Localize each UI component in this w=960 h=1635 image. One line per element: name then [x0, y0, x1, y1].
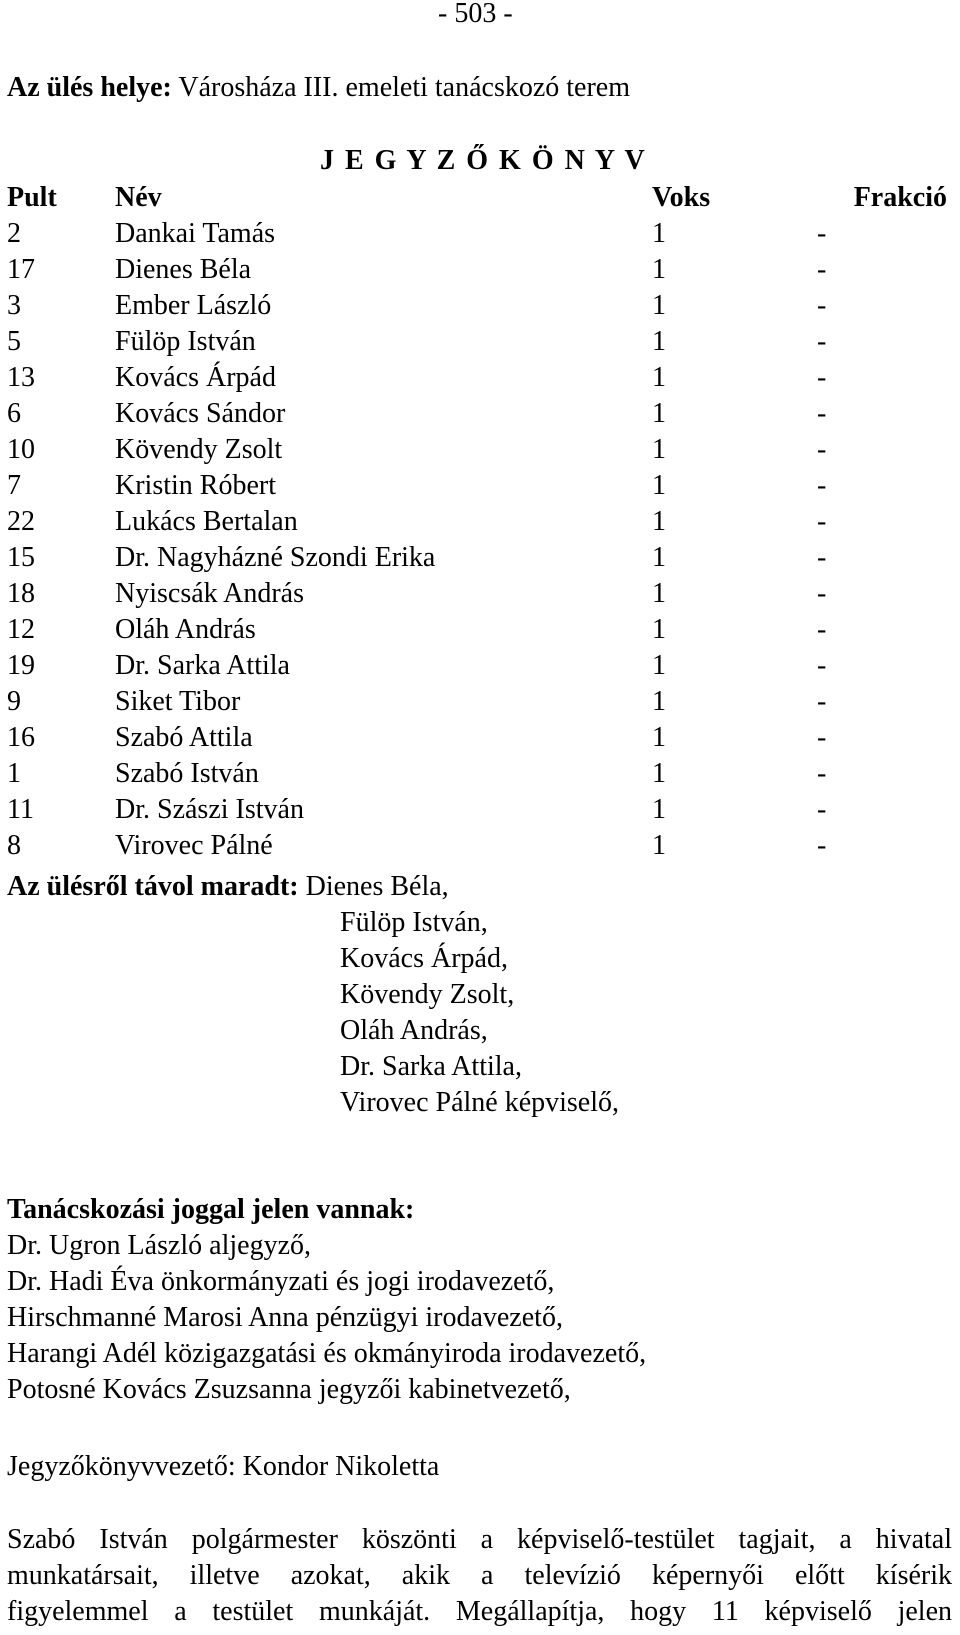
cell-pult: 5 — [7, 326, 21, 357]
cell-frakcio: - — [817, 434, 827, 465]
absent-item: Dr. Sarka Attila, — [340, 1051, 522, 1082]
paragraph-line: munkatársait, illetve azokat, akik a televízió képernyői előtt kísérik — [7, 1560, 952, 1591]
table-row — [7, 648, 947, 684]
cell-pult: 1 — [7, 758, 21, 789]
cell-frakcio: - — [817, 326, 827, 357]
cell-frakcio: - — [817, 398, 827, 429]
recorder: Jegyzőkönyvvezető: Kondor Nikoletta — [7, 1451, 440, 1482]
closing-paragraph — [7, 1522, 952, 1630]
advisory-item: Dr. Hadi Éva önkormányzati és jogi irodavezető, — [7, 1266, 555, 1297]
header-pult: Pult — [7, 182, 57, 213]
table-row — [7, 504, 947, 540]
cell-name: Kovács Sándor — [115, 398, 286, 429]
cell-name: Dankai Tamás — [115, 218, 276, 249]
session-place-value: Városháza III. emeleti tanácskozó terem — [178, 72, 631, 103]
cell-pult: 9 — [7, 686, 21, 717]
table-row — [7, 756, 947, 792]
cell-pult: 17 — [7, 254, 35, 285]
page-number: - 503 - — [438, 0, 513, 29]
advisory-item: Harangi Adél közigazgatási és okmányiroda irodavezető, — [7, 1338, 647, 1369]
cell-voks: 1 — [652, 326, 666, 357]
cell-frakcio: - — [817, 650, 827, 681]
cell-pult: 11 — [7, 794, 34, 825]
cell-voks: 1 — [652, 830, 666, 861]
advisory-item: Hirschmanné Marosi Anna pénzügyi irodavezető, — [7, 1302, 563, 1333]
cell-frakcio: - — [817, 686, 827, 717]
cell-frakcio: - — [817, 362, 827, 393]
cell-voks: 1 — [652, 722, 666, 753]
cell-pult: 10 — [7, 434, 35, 465]
cell-pult: 15 — [7, 542, 35, 573]
table-row — [7, 216, 947, 252]
cell-name: Dr. Nagyházné Szondi Erika — [115, 542, 436, 573]
cell-voks: 1 — [652, 362, 666, 393]
cell-pult: 7 — [7, 470, 21, 501]
session-place — [7, 70, 630, 106]
cell-frakcio: - — [817, 506, 827, 537]
cell-frakcio: - — [817, 470, 827, 501]
cell-name: Fülöp István — [115, 326, 256, 357]
absent-label: Az ülésről távol maradt: — [7, 871, 299, 902]
absent-list — [340, 905, 619, 1121]
table-body — [7, 216, 947, 864]
table-row — [7, 396, 947, 432]
cell-frakcio: - — [817, 218, 827, 249]
table-row — [7, 828, 947, 864]
table-row — [7, 576, 947, 612]
cell-pult: 12 — [7, 614, 35, 645]
absent-item: Kovács Árpád, — [340, 943, 508, 974]
cell-name: Siket Tibor — [115, 686, 241, 717]
table-row — [7, 540, 947, 576]
cell-name: Lukács Bertalan — [115, 506, 298, 537]
advisory-item: Potosné Kovács Zsuzsanna jegyzői kabinetvezető, — [7, 1374, 571, 1405]
cell-voks: 1 — [652, 758, 666, 789]
cell-voks: 1 — [652, 506, 666, 537]
cell-pult: 3 — [7, 290, 21, 321]
cell-pult: 22 — [7, 506, 35, 537]
cell-frakcio: - — [817, 722, 827, 753]
cell-voks: 1 — [652, 290, 666, 321]
cell-pult: 18 — [7, 578, 35, 609]
cell-name: Dr. Sarka Attila — [115, 650, 290, 681]
table-row — [7, 324, 947, 360]
cell-frakcio: - — [817, 614, 827, 645]
absent-item: Fülöp István, — [340, 907, 488, 938]
cell-pult: 6 — [7, 398, 21, 429]
cell-voks: 1 — [652, 434, 666, 465]
cell-voks: 1 — [652, 254, 666, 285]
header-name: Név — [115, 182, 162, 213]
cell-frakcio: - — [817, 254, 827, 285]
cell-voks: 1 — [652, 470, 666, 501]
cell-frakcio: - — [817, 830, 827, 861]
document-title: J E G Y Z Ő K Ö N Y V — [320, 145, 647, 176]
cell-name: Kovács Árpád — [115, 362, 276, 393]
cell-pult: 16 — [7, 722, 35, 753]
table-row — [7, 252, 947, 288]
cell-voks: 1 — [652, 650, 666, 681]
table-row — [7, 720, 947, 756]
header-voks: Voks — [652, 182, 711, 213]
cell-frakcio: - — [817, 794, 827, 825]
cell-voks: 1 — [652, 218, 666, 249]
cell-voks: 1 — [652, 578, 666, 609]
cell-name: Kristin Róbert — [115, 470, 276, 501]
table-row — [7, 432, 947, 468]
advisory-item: Dr. Ugron László aljegyző, — [7, 1230, 312, 1261]
header-frakcio: Frakció — [853, 182, 947, 213]
cell-name: Oláh András — [115, 614, 256, 645]
cell-frakcio: - — [817, 290, 827, 321]
cell-frakcio: - — [817, 758, 827, 789]
cell-pult: 13 — [7, 362, 35, 393]
table-row — [7, 360, 947, 396]
cell-name: Szabó István — [115, 758, 259, 789]
table-row — [7, 468, 947, 504]
table-row — [7, 792, 947, 828]
cell-voks: 1 — [652, 686, 666, 717]
paragraph-line: figyelemmel a testület munkáját. Megállapítja, hogy 11 képviselő jelen — [7, 1596, 952, 1627]
cell-name: Virovec Pálné — [115, 830, 273, 861]
cell-frakcio: - — [817, 542, 827, 573]
table-header-row — [7, 180, 947, 216]
absent-item: Kövendy Zsolt, — [340, 979, 515, 1010]
cell-voks: 1 — [652, 542, 666, 573]
table-row — [7, 612, 947, 648]
advisory-list — [7, 1228, 646, 1408]
cell-frakcio: - — [817, 578, 827, 609]
attendance-table — [7, 180, 947, 864]
cell-voks: 1 — [652, 398, 666, 429]
table-row — [7, 288, 947, 324]
cell-pult: 2 — [7, 218, 21, 249]
cell-pult: 8 — [7, 830, 21, 861]
session-place-label: Az ülés helye: — [7, 72, 172, 103]
cell-name: Szabó Attila — [115, 722, 253, 753]
absent-item: Virovec Pálné képviselő, — [340, 1087, 620, 1118]
cell-name: Nyiscsák András — [115, 578, 304, 609]
cell-name: Kövendy Zsolt — [115, 434, 283, 465]
absent-item: Oláh András, — [340, 1015, 488, 1046]
cell-pult: 19 — [7, 650, 35, 681]
cell-name: Dienes Béla — [115, 254, 252, 285]
cell-voks: 1 — [652, 614, 666, 645]
paragraph-line: Szabó István polgármester köszönti a képviselő-testület tagjait, a hivatal — [7, 1524, 952, 1555]
advisory-label: Tanácskozási joggal jelen vannak: — [7, 1194, 415, 1225]
absent-section — [7, 869, 449, 905]
table-row — [7, 684, 947, 720]
cell-name: Ember László — [115, 290, 272, 321]
absent-first: Dienes Béla, — [305, 871, 449, 902]
cell-voks: 1 — [652, 794, 666, 825]
cell-name: Dr. Szászi István — [115, 794, 304, 825]
